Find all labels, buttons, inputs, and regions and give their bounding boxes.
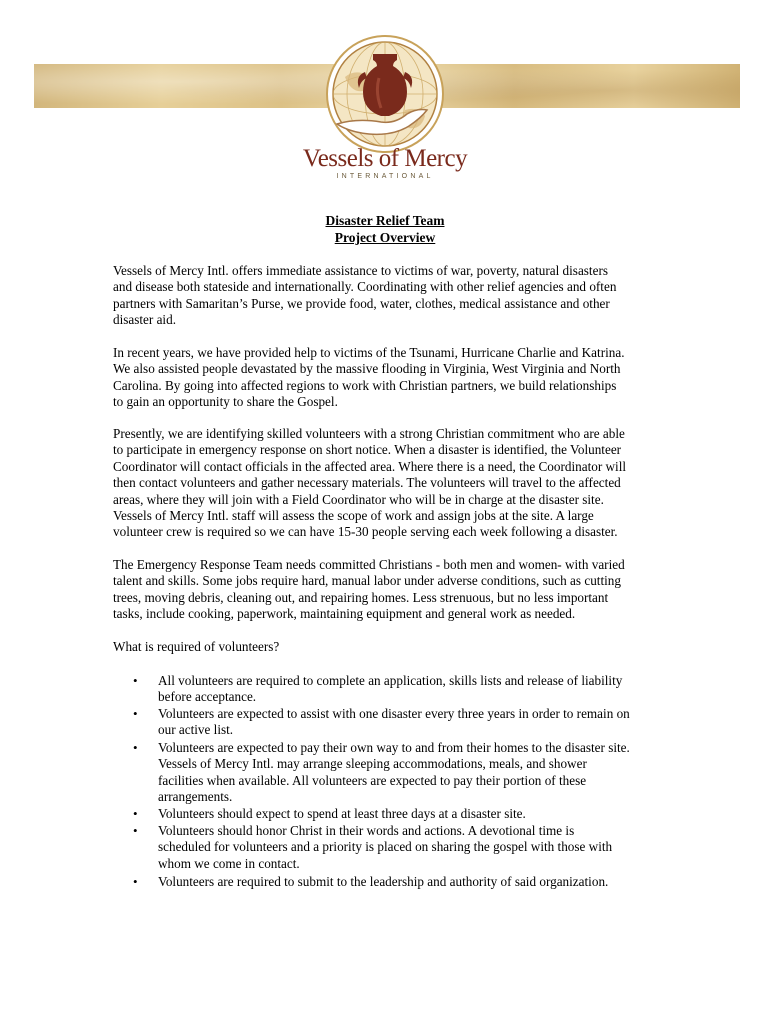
bullet-marker: • (133, 823, 138, 838)
paragraph-process (113, 426, 665, 541)
text-line: Volunteers should honor Christ in their words and actions. A devotional time is (158, 823, 575, 838)
text-line: Volunteers are expected to pay their own way to and from their homes to the disaster site. (158, 740, 630, 755)
text-line: Vessels of Mercy Intl. offers immediate assistance to victims of war, poverty, natural disasters (113, 263, 608, 278)
text-line: Vessels of Mercy Intl. staff will assess the scope of work and assign jobs at the site. A large (113, 508, 594, 524)
text-line: partners with Samaritan’s Purse, we provide food, water, clothes, medical assistance and other (113, 295, 610, 311)
text-line: In recent years, we have provided help to victims of the Tsunami, Hurricane Charlie and Katrina. (113, 345, 625, 360)
brand-subtitle: INTERNATIONAL (336, 173, 434, 180)
text-line: arrangements. (158, 789, 233, 805)
text-line: Presently, we are identifying skilled volunteers with a strong Christian commitment who are able (113, 426, 625, 441)
bullet-marker: • (133, 740, 138, 755)
text-line: talent and skills. Some jobs require hard, manual labor under adverse conditions, such as cutting (113, 573, 621, 589)
text-line: scheduled for volunteers and a priority is placed on sharing the gospel with those with (158, 839, 613, 855)
paragraph-requirements-question (113, 639, 665, 655)
list-item (158, 706, 668, 739)
text-line: The Emergency Response Team needs committed Christians - both men and women- with varied (113, 557, 625, 572)
text-line: Volunteers are expected to assist with one disaster every three years in order to remain on (158, 706, 630, 721)
text-line: to participate in emergency response on short notice. When a disaster is identified, the Volunteer (113, 442, 622, 458)
document-subtitle: Project Overview (334, 230, 436, 245)
text-line: whom we come in contact. (158, 855, 300, 871)
list-item (158, 874, 668, 890)
text-line: disaster aid. (113, 312, 176, 328)
text-line: Coordinator will contact officials in the affected area. Where there is a need, the Coordinator will (113, 458, 627, 474)
text-line: Carolina. By going into affected regions to work with Christian partners, we build relationships (113, 377, 617, 393)
text-line: before acceptance. (158, 689, 257, 705)
text-line: All volunteers are required to complete an application, skills lists and release of liability (158, 673, 623, 688)
document-title: Disaster Relief Team (325, 213, 445, 228)
paragraph-team-needs (113, 557, 665, 623)
list-item (158, 740, 668, 806)
vessels-of-mercy-logo (305, 32, 465, 222)
text-line: Vessels of Mercy Intl. may arrange sleeping accommodations, meals, and shower (158, 756, 587, 772)
list-item (158, 673, 668, 706)
bullet-marker: • (133, 806, 138, 821)
text-line: to gain an opportunity to share the Gospel. (113, 394, 338, 410)
text-line: then contact volunteers and gather necessary materials. The volunteers will travel to the affected (113, 475, 621, 491)
paragraph-intro (113, 263, 665, 329)
text-line: What is required of volunteers? (113, 639, 280, 654)
text-line: facilities when available. All volunteers are expected to pay their portion of these (158, 772, 587, 788)
text-line: tasks, include cooking, paperwork, maintaining equipment and general work as needed. (113, 606, 576, 622)
bullet-marker: • (133, 673, 138, 688)
bullet-marker: • (133, 874, 138, 889)
bullet-marker: • (133, 706, 138, 721)
text-line: our active list. (158, 722, 234, 738)
text-line: volunteer crew is required so we can have 15-30 people serving each week following a disaster. (113, 524, 618, 540)
text-line: and disease both stateside and internationally. Coordinating with other relief agencies and often (113, 279, 617, 295)
text-line: trees, moving debris, cleaning out, and repairing homes. Less strenuous, but no less important (113, 589, 609, 605)
text-line: Volunteers are required to submit to the leadership and authority of said organization. (158, 874, 609, 889)
paragraph-history (113, 345, 665, 411)
text-line: areas, where they will join with a Field Coordinator who will be in charge at the disaster site. (113, 491, 604, 507)
text-line: Volunteers should expect to spend at least three days at a disaster site. (158, 806, 526, 821)
list-item (158, 806, 668, 822)
text-line: We also assisted people devastated by the massive flooding in Virginia, West Virginia and North (113, 361, 621, 377)
list-item (158, 823, 668, 872)
brand-name: Vessels of Mercy (302, 145, 468, 172)
